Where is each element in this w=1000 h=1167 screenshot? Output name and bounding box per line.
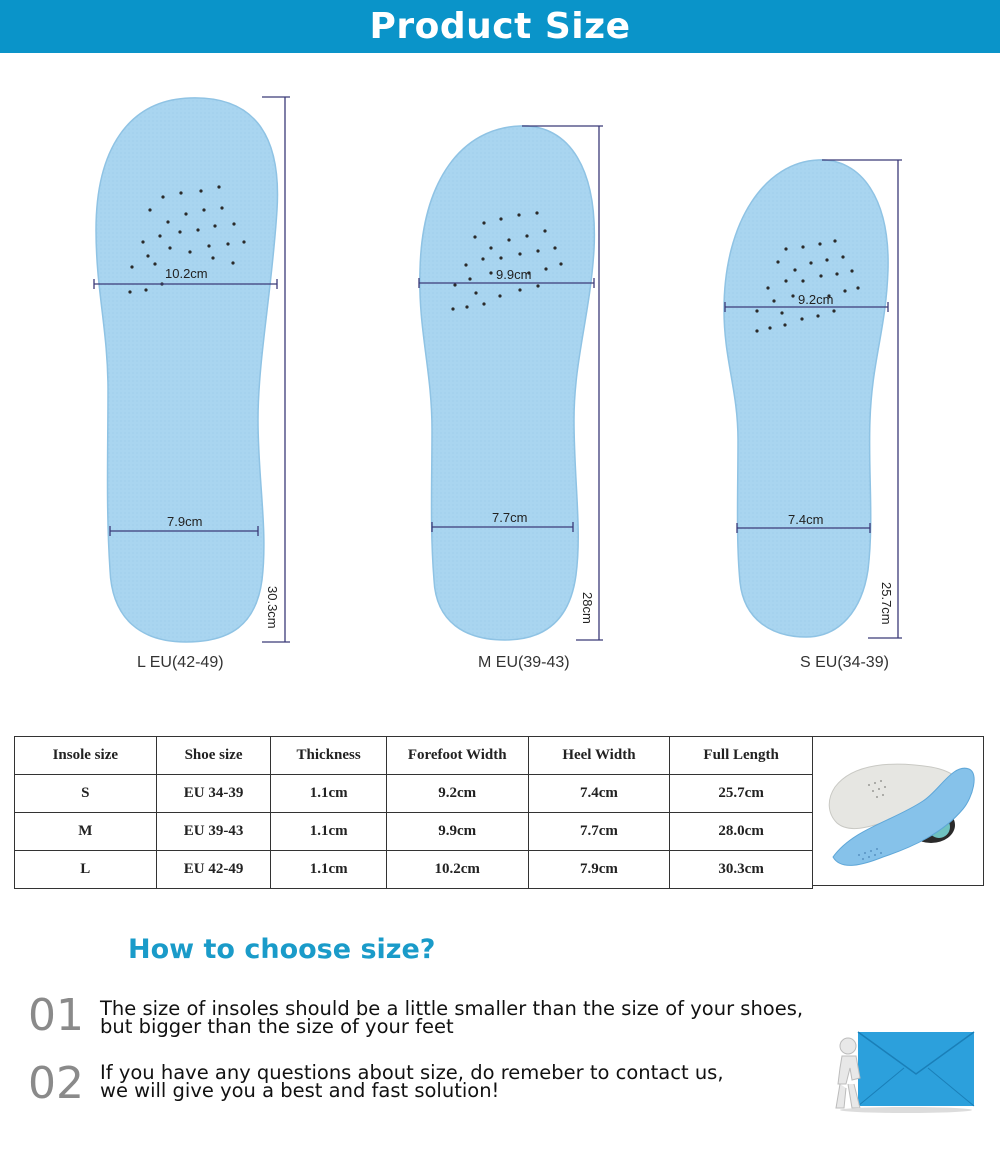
insole-photo-icon	[813, 737, 983, 885]
caption-medium: M EU(39-43)	[478, 654, 570, 671]
length-label-large: 30.3cm	[265, 586, 280, 629]
col-insole-size: Insole size	[15, 737, 157, 775]
page-title: Product Size	[369, 6, 631, 47]
cell-insole-size: M	[15, 813, 157, 851]
tip-2-line-1: If you have any questions about size, do remeber to contact us,	[100, 1061, 724, 1084]
size-table	[14, 736, 813, 889]
insoles-diagram	[0, 60, 1000, 680]
cell-heel-width: 7.4cm	[528, 775, 670, 813]
cell-heel-width: 7.9cm	[528, 851, 670, 889]
length-label-medium: 28cm	[580, 592, 595, 624]
col-heel-width: Heel Width	[528, 737, 670, 775]
tip-2	[100, 1061, 900, 1102]
contact-illustration	[826, 1028, 976, 1113]
cell-thickness: 1.1cm	[271, 851, 386, 889]
cell-full-length: 30.3cm	[670, 851, 813, 889]
forefoot-label-medium: 9.9cm	[496, 267, 532, 282]
col-forefoot-width: Forefoot Width	[386, 737, 528, 775]
col-full-length: Full Length	[670, 737, 813, 775]
tip-1	[100, 997, 900, 1038]
table-row	[15, 851, 813, 889]
insole-large	[94, 97, 290, 642]
table-row	[15, 775, 813, 813]
cell-thickness: 1.1cm	[271, 775, 386, 813]
header-banner	[0, 0, 1000, 53]
col-shoe-size: Shoe size	[156, 737, 271, 775]
cell-insole-size: S	[15, 775, 157, 813]
cell-shoe-size: EU 34-39	[156, 775, 271, 813]
table-header-row	[15, 737, 813, 775]
tip-number-2: 02	[28, 1058, 84, 1109]
insole-photo	[813, 736, 984, 886]
caption-small: S EU(34-39)	[800, 654, 889, 671]
cell-thickness: 1.1cm	[271, 813, 386, 851]
cell-forefoot-width: 9.9cm	[386, 813, 528, 851]
heel-label-large: 7.9cm	[167, 514, 203, 529]
length-label-small: 25.7cm	[879, 582, 894, 625]
cell-heel-width: 7.7cm	[528, 813, 670, 851]
envelope-icon	[826, 1028, 976, 1113]
pushing-figure-icon	[836, 1038, 860, 1108]
forefoot-label-small: 9.2cm	[798, 292, 834, 307]
cell-shoe-size: EU 42-49	[156, 851, 271, 889]
guide-heading: How to choose size?	[128, 934, 436, 965]
forefoot-label-large: 10.2cm	[165, 266, 208, 281]
tip-number-1: 01	[28, 990, 84, 1041]
cell-full-length: 28.0cm	[670, 813, 813, 851]
tip-1-line-1: The size of insoles should be a little smaller than the size of your shoes,	[100, 997, 804, 1020]
caption-large: L EU(42-49)	[137, 654, 224, 671]
cell-full-length: 25.7cm	[670, 775, 813, 813]
tip-2-line-2: we will give you a best and fast solution!	[100, 1079, 500, 1102]
insole-illustrations	[0, 60, 1000, 680]
cell-shoe-size: EU 39-43	[156, 813, 271, 851]
cell-forefoot-width: 10.2cm	[386, 851, 528, 889]
cell-forefoot-width: 9.2cm	[386, 775, 528, 813]
insole-medium	[419, 126, 603, 640]
tip-1-line-2: but bigger than the size of your feet	[100, 1015, 454, 1038]
col-thickness: Thickness	[271, 737, 386, 775]
heel-label-small: 7.4cm	[788, 512, 824, 527]
table-row	[15, 813, 813, 851]
cell-insole-size: L	[15, 851, 157, 889]
insole-small	[724, 160, 902, 638]
heel-label-medium: 7.7cm	[492, 510, 528, 525]
